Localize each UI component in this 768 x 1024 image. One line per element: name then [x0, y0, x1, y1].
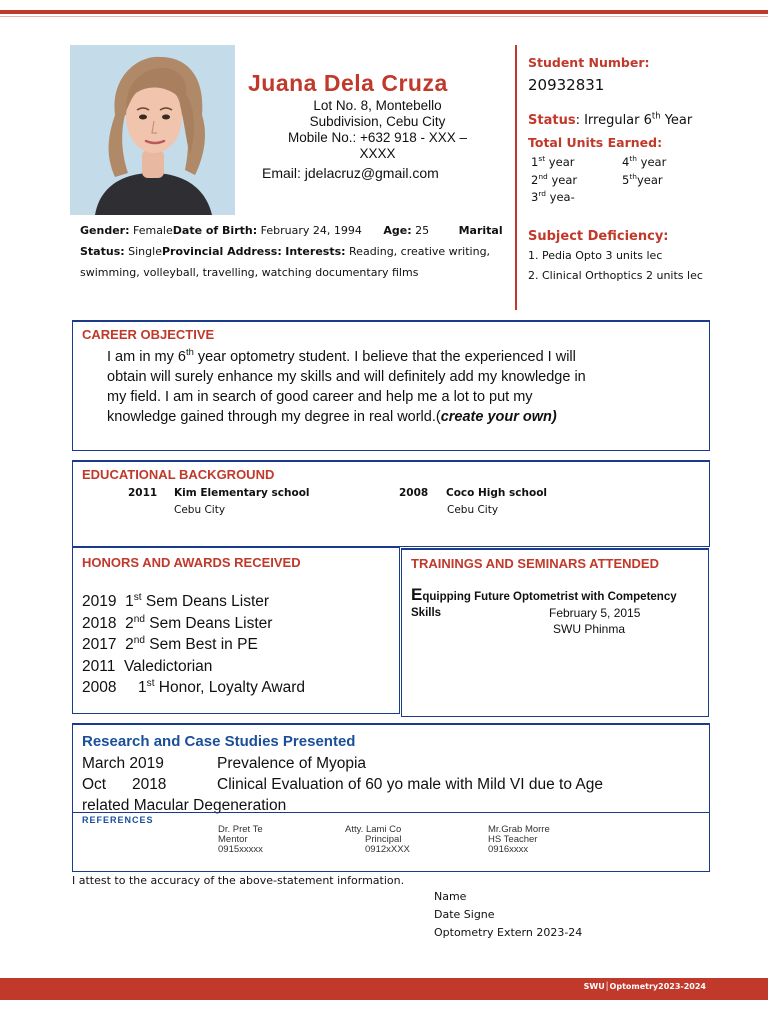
signature-name: Name	[434, 890, 467, 903]
footer-text: SWU│Optometry2023-2024	[583, 982, 706, 991]
honor-item: 2019 1st Sem Deans Lister	[82, 591, 270, 610]
year-2: 2nd year	[531, 172, 578, 187]
career-objective-text	[107, 347, 586, 427]
signature-block	[434, 888, 582, 942]
marital-label-2: Status:	[80, 245, 125, 258]
year-5: 5thyear	[622, 172, 663, 187]
references-title: REFERENCES	[82, 815, 154, 825]
career-line-4: knowledge gained through my degree in real world.(create your own)	[107, 409, 557, 425]
research-list	[82, 753, 603, 816]
dob-label: Date of Birth:	[172, 224, 258, 237]
education-section	[72, 460, 710, 547]
honor-item: 2018 2nd Sem Deans Lister	[82, 613, 273, 632]
personal-info	[80, 220, 503, 283]
year-3: 3rd yea-	[531, 189, 575, 204]
status-line	[528, 110, 693, 128]
research-section	[72, 723, 710, 817]
trainings-section	[401, 548, 709, 717]
status-value-sup: th	[651, 110, 661, 121]
contact-block	[255, 98, 500, 162]
student-number-label: Student Number:	[528, 55, 650, 70]
training-name-line-1: Equipping Future Optometrist with Competency	[411, 585, 677, 604]
province-label: Provincial Address:	[161, 245, 282, 258]
age-label: Age:	[383, 224, 412, 237]
status-value-pre: : Irregular 6	[575, 113, 652, 128]
marital-value: Single	[128, 245, 162, 258]
training-date: February 5, 2015	[549, 606, 641, 620]
marital-label-1: Marital	[458, 224, 503, 237]
interests-value-2: swimming, volleyball, travelling, watching documentary films	[80, 266, 419, 279]
education-school-2: Coco High school	[446, 487, 548, 499]
reference-1: Dr. Pret Te Mentor 0915xxxxx	[218, 824, 263, 855]
career-line-3: my field. I am in search of good career and help me a lot to put my	[107, 389, 533, 405]
woman-portrait-icon	[70, 45, 235, 215]
research-item: March 2019 Prevalence of Myopia	[82, 755, 367, 772]
honors-list	[82, 591, 305, 699]
interests-value-1: Reading, creative writing,	[349, 245, 491, 258]
year-1: 1st year	[531, 154, 575, 169]
top-accent-rule-thin	[0, 16, 768, 17]
trainings-title: TRAININGS AND SEMINARS ATTENDED	[411, 556, 659, 571]
personal-line-2	[80, 241, 500, 262]
address-line-2: Subdivision, Cebu City	[309, 114, 446, 129]
gender-value: Female	[132, 224, 173, 237]
deficiency-label: Subject Deficiency:	[528, 229, 669, 244]
research-title: Research and Case Studies Presented	[82, 733, 356, 750]
research-continuation: related Macular Degeneration	[82, 797, 287, 814]
education-year-1: 2011	[128, 487, 158, 499]
deficiency-item-1: 1. Pedia Opto 3 units lec	[528, 249, 663, 262]
career-line-1: I am in my 6th year optometry student. I believe that the experienced I will	[107, 346, 576, 365]
training-venue: SWU Phinma	[553, 622, 626, 636]
research-item: Oct 2018 Clinical Evaluation of 60 yo male with Mild VI due to Age	[82, 776, 603, 793]
education-year-2: 2008	[399, 487, 429, 499]
age-value: 25	[415, 224, 430, 237]
dob-value: February 24, 1994	[260, 224, 362, 237]
honor-item: 2011 Valedictorian	[82, 657, 213, 675]
mobile-line-2: XXXX	[359, 146, 396, 161]
reference-2: Atty. Lami Co Principal 0912xXXX	[345, 824, 410, 855]
references-section	[72, 812, 710, 872]
email-line: Email: jdelacruz@gmail.com	[262, 165, 439, 181]
avatar	[70, 45, 235, 215]
units-label: Total Units Earned:	[528, 135, 663, 150]
gender-label: Gender:	[80, 224, 130, 237]
honor-item: 2017 2nd Sem Best in PE	[82, 634, 258, 653]
status-value-post: Year	[660, 113, 693, 128]
career-objective-title: CAREER OBJECTIVE	[82, 327, 215, 342]
status-label: Status	[528, 113, 576, 128]
career-objective-section	[72, 320, 710, 451]
education-school-1: Kim Elementary school	[174, 487, 310, 499]
signature-position: Optometry Extern 2023-24	[434, 926, 583, 939]
deficiency-item-2: 2. Clinical Orthoptics 2 units lec	[528, 269, 703, 282]
vertical-divider	[515, 45, 517, 310]
top-accent-rule	[0, 10, 768, 14]
attestation-text: I attest to the accuracy of the above-statement information.	[72, 874, 405, 887]
year-4: 4th year	[622, 154, 667, 169]
education-title: EDUCATIONAL BACKGROUND	[82, 467, 275, 482]
interests-label: Interests:	[285, 245, 346, 258]
honors-title: HONORS AND AWARDS RECEIVED	[82, 555, 301, 570]
student-number-value: 20932831	[528, 76, 605, 94]
training-name-line-2: Skills	[411, 607, 442, 619]
mobile-line-1: Mobile No.: +632 918 - XXX –	[288, 130, 467, 145]
reference-3: Mr.Grab Morre HS Teacher 0916xxxx	[488, 824, 550, 855]
address-line-1: Lot No. 8, Montebello	[313, 98, 442, 113]
education-city-2: Cebu City	[447, 504, 499, 516]
personal-line-1	[80, 220, 503, 241]
signature-date: Date Signe	[434, 908, 495, 921]
honor-item: 2008 1st Honor, Loyalty Award	[82, 677, 305, 696]
career-line-2: obtain will surely enhance my skills and will definitely add my knowledge in	[107, 369, 586, 385]
education-city-1: Cebu City	[174, 504, 226, 516]
applicant-name: Juana Dela Cruza	[248, 70, 448, 96]
honors-section	[72, 546, 400, 714]
